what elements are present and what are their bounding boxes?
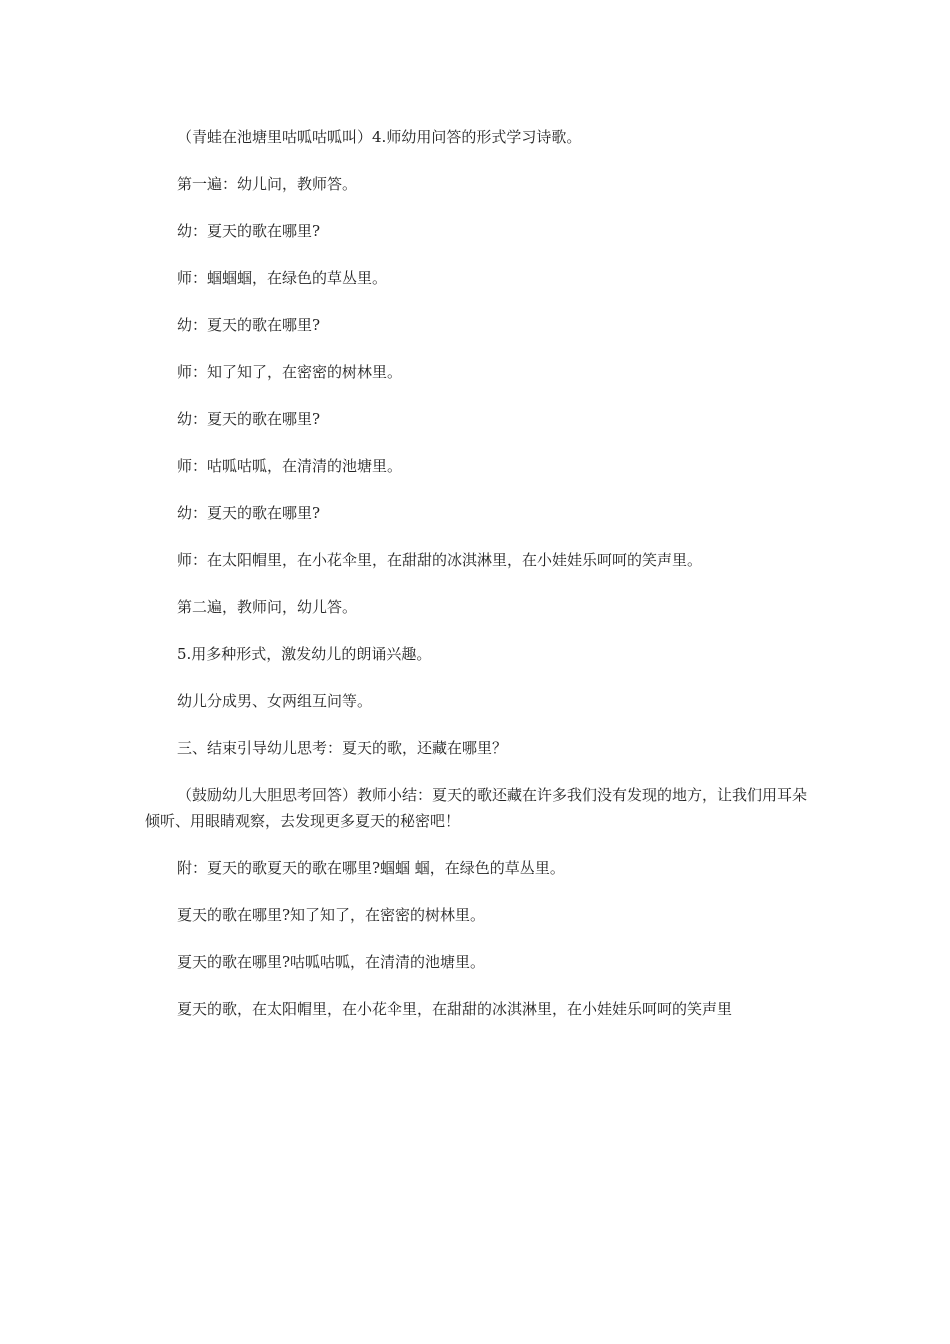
paragraph: 幼儿分成男、女两组互问等。 <box>177 692 373 710</box>
paragraph: 幼：夏天的歌在哪里? <box>177 222 321 240</box>
paragraph: 师：蝈蝈蝈，在绿色的草丛里。 <box>177 269 388 287</box>
paragraph: 第一遍：幼儿问，教师答。 <box>177 175 358 193</box>
paragraph: 师：在太阳帽里，在小花伞里，在甜甜的冰淇淋里，在小娃娃乐呵呵的笑声里。 <box>177 551 703 569</box>
document-body <box>145 124 815 1022</box>
section-heading: 三、结束引导幼儿思考：夏天的歌，还藏在哪里？ <box>177 739 508 757</box>
paragraph: 幼：夏天的歌在哪里? <box>177 316 321 334</box>
paragraph: 附：夏天的歌夏天的歌在哪里?蝈蝈 蝈，在绿色的草丛里。 <box>177 859 565 877</box>
paragraph: （青蛙在池塘里咕呱咕呱叫）4.师幼用问答的形式学习诗歌。 <box>177 128 582 146</box>
paragraph: 师：知了知了，在密密的树林里。 <box>177 363 403 381</box>
paragraph: 第二遍，教师问，幼儿答。 <box>177 598 358 616</box>
paragraph: 师：咕呱咕呱，在清清的池塘里。 <box>177 457 403 475</box>
paragraph: （鼓励幼儿大胆思考回答）教师小结：夏天的歌还藏在许多我们没有发现的地方，让我们用耳朵倾听、用眼睛观察，去发现更多夏天的秘密吧！ <box>145 786 808 830</box>
paragraph: 夏天的歌在哪里?知了知了，在密密的树林里。 <box>177 906 486 924</box>
paragraph: 5.用多种形式，激发幼儿的朗诵兴趣。 <box>177 645 432 663</box>
paragraph: 夏天的歌，在太阳帽里，在小花伞里，在甜甜的冰淇淋里，在小娃娃乐呵呵的笑声里 <box>177 1000 733 1018</box>
paragraph: 幼：夏天的歌在哪里? <box>177 410 321 428</box>
paragraph: 夏天的歌在哪里?咕呱咕呱，在清清的池塘里。 <box>177 953 486 971</box>
paragraph: 幼：夏天的歌在哪里? <box>177 504 321 522</box>
